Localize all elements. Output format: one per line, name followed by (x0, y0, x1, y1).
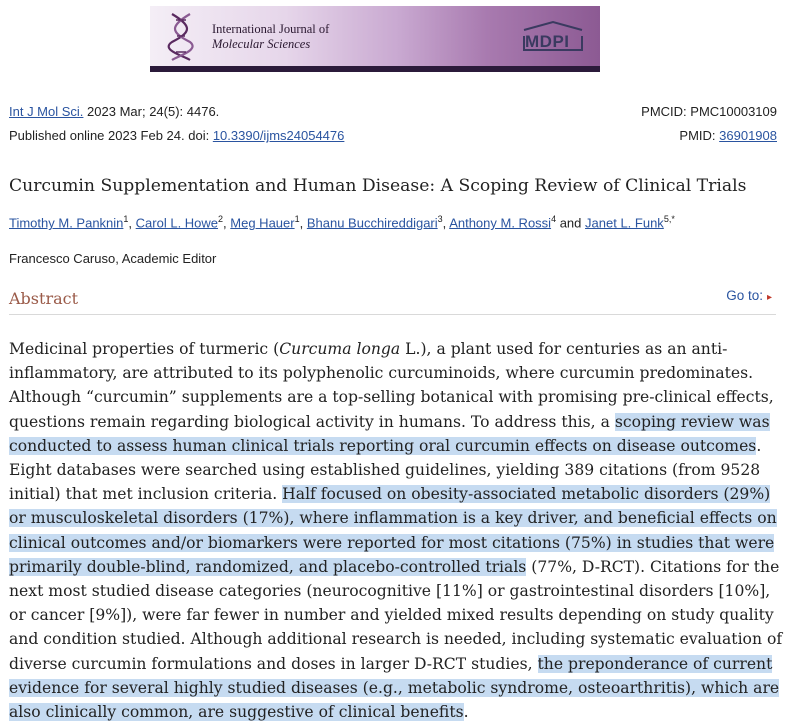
pmid-label: PMID: (679, 128, 720, 143)
abstract-part: . Eight databases were searched using established guidelines, yielding 389 citations (from 9528 initial) that met inclusion criteria. (9, 436, 762, 504)
journal-name-line1: International Journal of (212, 22, 330, 36)
dna-helix-icon (164, 12, 200, 62)
author-affiliation: 1 (123, 214, 129, 224)
abstract-species: Curcuma longa (279, 340, 401, 358)
highlight: scoping review was conducted to assess human clinical trials reporting oral curcumin effects on disease outcomes (9, 412, 770, 455)
author-affiliation: 3 (437, 214, 443, 224)
author-link[interactable]: Meg Hauer (230, 215, 295, 231)
author-link[interactable]: Anthony M. Rossi (449, 215, 552, 231)
article-title: Curcumin Supplementation and Human Disease: A Scoping Review of Clinical Trials (9, 176, 747, 196)
author-link[interactable]: Timothy M. Panknin (9, 215, 124, 231)
abstract-heading: Abstract (9, 289, 79, 308)
and-word: and (559, 215, 582, 231)
abstract-part: (77%, D-RCT). Citations for the next most studied disease categories (neurocognitive [11%] or gastrointestinal disorders [10%], or cancer [9%]), were far fewer in number and yielded mixed results depending on study quality and condition studied. Although additional research is needed, including systematic evaluation of diverse curcumin formulations and doses in larger D-RCT studies, (9, 557, 783, 673)
triangle-right-icon: ▸ (766, 292, 772, 303)
abstract-part: Medicinal properties of turmeric ( (9, 340, 280, 358)
journal-link[interactable]: Int J Mol Sci. (9, 104, 84, 119)
author-link[interactable]: Janet L. Funk (585, 215, 664, 231)
pmcid: PMCID: PMC10003109 (641, 104, 777, 119)
author-affiliation: 5,* (663, 214, 675, 224)
citation-line (9, 104, 219, 119)
issue-info: 2023 Mar; 24(5): 4476. (87, 104, 220, 119)
goto-label: Go to: (726, 288, 763, 303)
mdpi-logo (520, 20, 586, 54)
author-affiliation: 1 (294, 214, 300, 224)
abstract-text (9, 337, 785, 724)
author-link[interactable]: Carol L. Howe (135, 215, 219, 231)
journal-banner[interactable] (150, 6, 600, 72)
section-divider (9, 314, 776, 315)
pmid (679, 128, 777, 143)
academic-editor: Francesco Caruso, Academic Editor (9, 251, 217, 266)
published-text: Published online 2023 Feb 24. doi: (9, 128, 213, 143)
pmid-link[interactable]: 36901908 (719, 128, 777, 143)
author-affiliation: 2 (218, 214, 224, 224)
highlight: Half focused on obesity-associated metabolic disorders (29%) or musculoskeletal disorders (17%), where inflammation is a key driver, and beneficial effects on clinical outcomes and/or biomarkers were reported for most citations (75%) in studies that were primarily double-blind, randomized, and placebo-controlled trials (9, 485, 777, 576)
abstract-part: . (463, 703, 469, 722)
highlight: the preponderance of current evidence for several highly studied diseases (e.g., metabolic syndrome, osteoarthritis), which are also clinically common, are suggestive of clinical benefits (9, 654, 780, 722)
author-link[interactable]: Bhanu Bucchireddigari (306, 215, 438, 231)
author-affiliation: 4 (551, 214, 557, 224)
doi-link[interactable]: 10.3390/ijms24054476 (212, 128, 345, 143)
mdpi-logo-text: MDPI (525, 32, 570, 51)
published-line (9, 128, 344, 143)
journal-name-line2: Molecular Sciences (212, 37, 311, 51)
author-list: Timothy M. Panknin$^1$, Carol L. Howe$^2$, Meg Hauer$^1$, Bhanu Bucchireddigari$^3$, Anthony M. Rossi$^4$ and Janet L. Funk$^{5,*}$ (9, 214, 675, 231)
goto-menu[interactable] (726, 288, 772, 303)
abstract-part: L.), a plant used for centuries as an anti-inflammatory, are attributed to its polyphenolic curcuminoids, where curcumin predominates. Although “curcumin” supplements are a top-selling botanical with promising pre-clinical effects, questions remain regarding biological activity in humans. To address this, a (9, 340, 774, 431)
